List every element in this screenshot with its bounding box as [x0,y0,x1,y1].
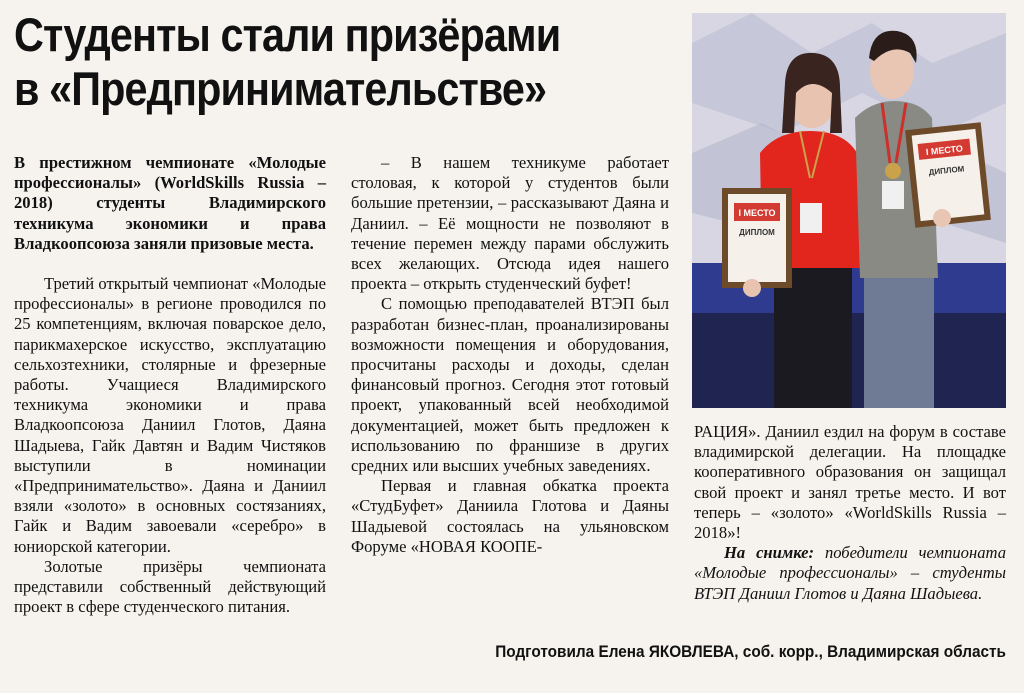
certificate-left-place: I МЕСТО [738,208,776,218]
paragraph: Первая и главная обкатка проекта «СтудБуфет» Даниила Глотова и Даяны Шадыевой состоялась на ульяновском Форуме «НОВАЯ КООПЕ- [351,476,669,556]
paragraph: РАЦИЯ». Даниил ездил на форум в составе владимирской делегации. На площадке кооперативного образования он защищал свой проект и занял третье место. И вот теперь – «золото» «WorldSkills Russia – 2018»! [694,422,1006,543]
article-column-2 [351,153,669,557]
paragraph: Третий открытый чемпионат «Молодые профессионалы» в регионе проводился по 25 компетенциям, включая поварское дело, парикмахерское искусство, эксплуатацию сельхозтехники, столярные и фрезерные работы. Учащиеся Владимирского техникума экономики и права Владкоопсоюза Даниил Глотов, Даяна Шадыева, Гайк Давтян и Вадим Чистяков выступили в номинации «Предпринимательство». Даяна и Даниил взяли «золото» в основных состязаниях, Гайк и Вадим завоевали «серебро» в юниорской категории. [14,274,326,556]
paragraph: Золотые призёры чемпионата представили собственный действующий проект в сфере студенческого питания. [14,556,326,617]
article-lead: В престижном чемпионате «Молодые профессионалы» (WorldSkills Russia – 2018) студенты Владимирского техникума экономики и права Владкоопсоюза заняли призовые места. [14,153,326,253]
certificate-right-place: I МЕСТО [925,143,964,158]
caption-label: На снимке: [724,543,815,563]
article-headline [14,8,604,116]
certificate-left-title: ДИПЛОМ [739,228,775,237]
headline-line-1: Студенты стали призёрами [14,8,561,61]
article-column-3 [694,422,1006,604]
article-column-1 [14,153,326,617]
photo-caption [694,543,1006,604]
article-photo [692,13,1006,408]
headline-line-2: в «Предпринимательстве» [14,62,547,115]
paragraph: С помощью преподавателей ВТЭП был разработан бизнес-план, проанализированы возможности помещения и оборудования, просчитаны расходы и доходы, сделан финансовый прогноз. Сегодня этот готовый проект, упакованный всей необходимой документацией, может быть предложен к использованию по франшизе в других средних или высших учебных заведениях. [351,294,669,476]
photo-winners-with-diplomas [692,13,1006,408]
paragraph: – В нашем техникуме работает столовая, к которой у студентов были большие претензии, – рассказывают Даяна и Даниил. – Её мощности не позволяют в течение перемен между парами обслужить всех желающих. Отсюда идея нашего проекта – открыть студенческий буфет! [351,153,669,294]
caption-text: победители чемпионата «Молодые профессионалы» – студенты ВТЭП Даниил Глотов и Даяна Шадыева. [694,543,1006,603]
certificate-right-title: ДИПЛОМ [928,164,965,177]
article-byline: Подготовила Елена ЯКОВЛЕВА, соб. корр., Владимирская область [495,643,1006,661]
